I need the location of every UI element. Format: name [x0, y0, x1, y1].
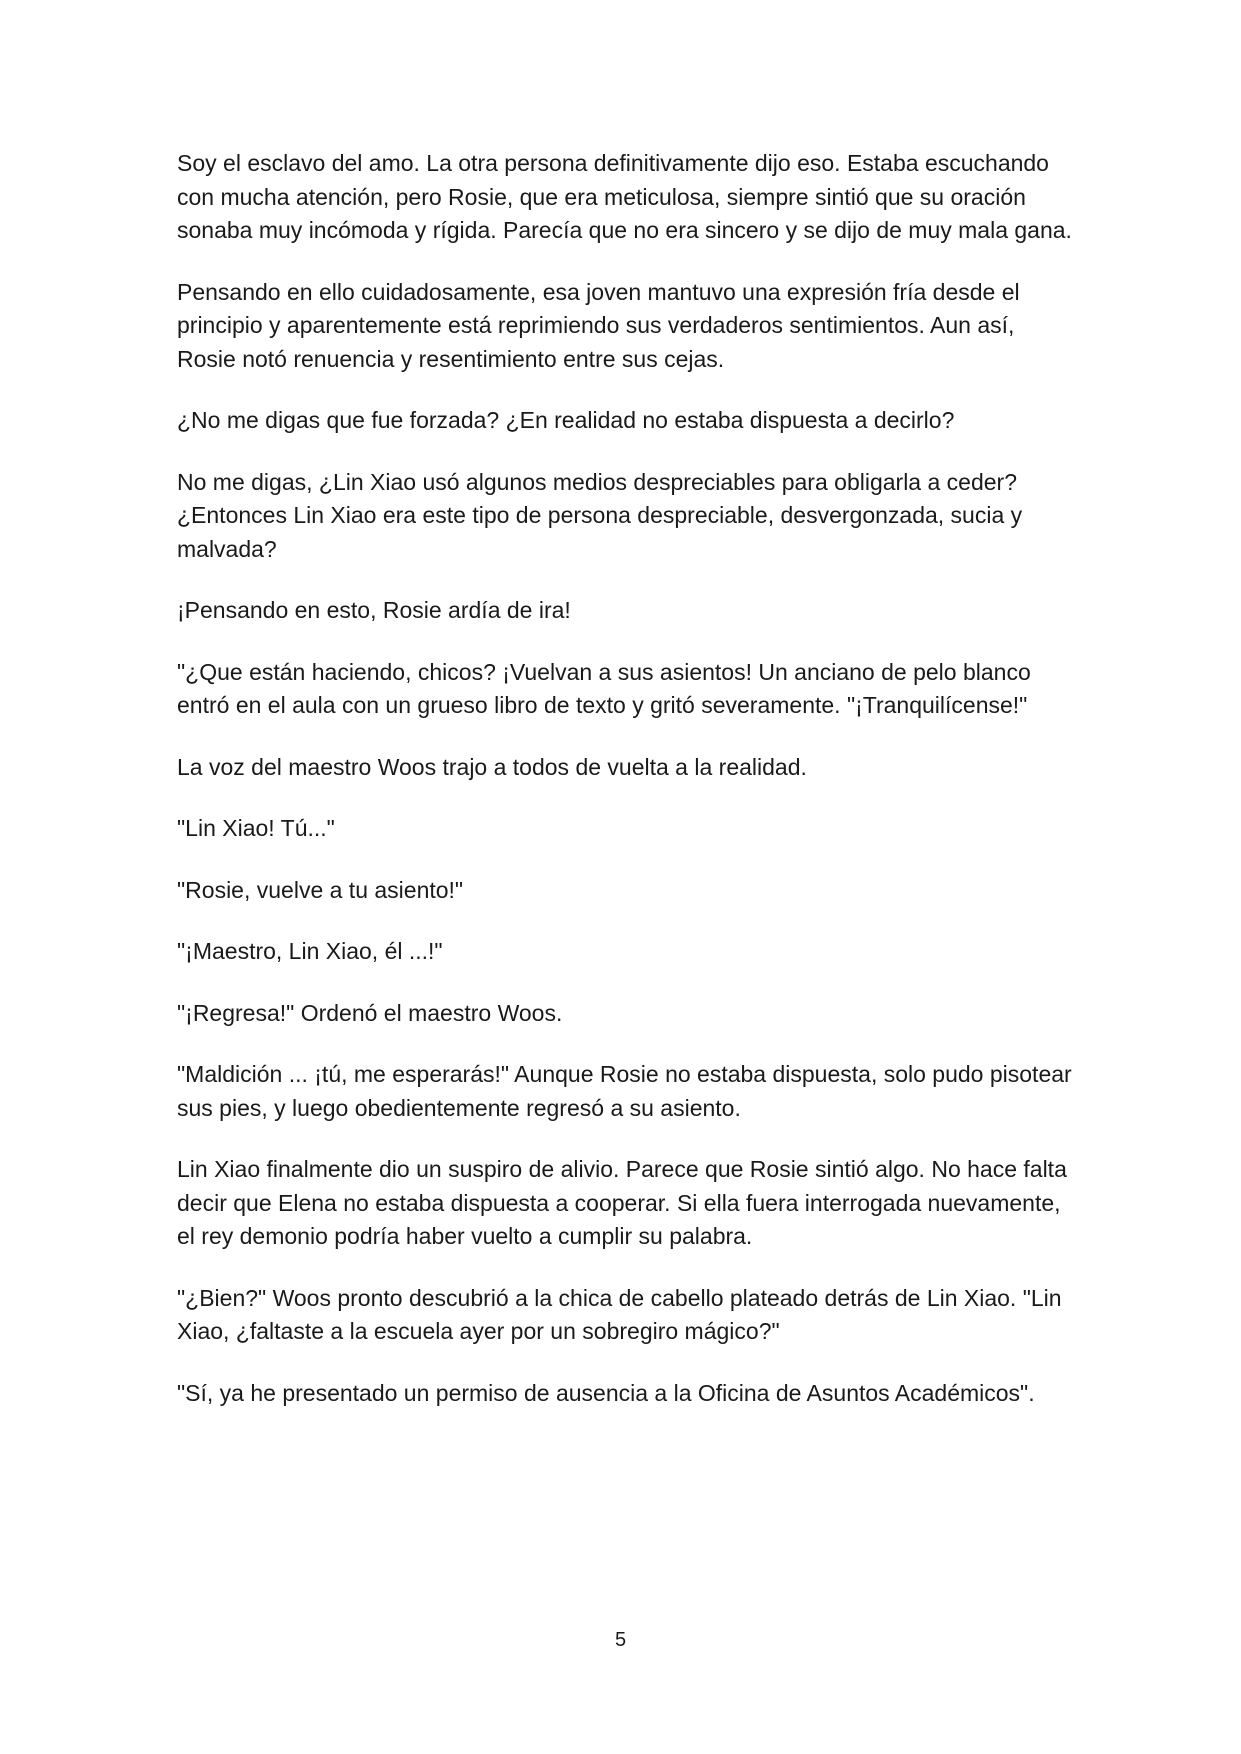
paragraph: La voz del maestro Woos trajo a todos de vuelta a la realidad.	[177, 753, 807, 780]
paragraph: "Rosie, vuelve a tu asiento!"	[177, 876, 464, 903]
page-number: 5	[614, 1629, 627, 1651]
paragraph: ¿No me digas que fue forzada? ¿En realidad no estaba dispuesta a decirlo?	[177, 407, 955, 433]
body-text	[177, 147, 1077, 1438]
paragraph: Soy el esclavo del amo. La otra persona definitivamente dijo eso. Estaba escuchando con mucha atención, pero Rosie, que era meticulosa, siempre sintió que su oración sonaba muy incómoda y rígida. Parecía que no era sincero y se dijo de muy mala gana.	[177, 150, 1072, 243]
paragraph: "¡Maestro, Lin Xiao, él ...!"	[177, 938, 443, 964]
paragraph: ¡Pensando en esto, Rosie ardía de ira!	[177, 597, 571, 623]
paragraph: Lin Xiao finalmente dio un suspiro de alivio. Parece que Rosie sintió algo. No hace falta decir que Elena no estaba dispuesta a cooperar. Si ella fuera interrogada nuevamente, el rey demonio podría haber vuelto a cumplir su palabra.	[177, 1156, 1067, 1249]
paragraph: "Sí, ya he presentado un permiso de ausencia a la Oficina de Asuntos Académicos".	[177, 1379, 1035, 1406]
paragraph: "Lin Xiao! Tú..."	[177, 815, 335, 841]
paragraph: No me digas, ¿Lin Xiao usó algunos medios despreciables para obligarla a ceder? ¿Entonces Lin Xiao era este tipo de persona despreciable, desvergonzada, sucia y malvada?	[177, 468, 1023, 562]
paragraph: Pensando en ello cuidadosamente, esa joven mantuvo una expresión fría desde el principio y aparentemente está reprimiendo sus verdaderos sentimientos. Aun así, Rosie notó renuencia y resentimiento entre sus cejas.	[177, 278, 1020, 372]
paragraph: "¡Regresa!" Ordenó el maestro Woos.	[177, 999, 563, 1026]
paragraph: "¿Que están haciendo, chicos? ¡Vuelvan a sus asientos! Un anciano de pelo blanco entró en el aula con un grueso libro de texto y gritó severamente. "¡Tranquilícense!"	[177, 658, 1031, 718]
paragraph: "Maldición ... ¡tú, me esperarás!" Aunque Rosie no estaba dispuesta, solo pudo pisotear sus pies, y luego obedientemente regresó a su asiento.	[177, 1061, 1072, 1121]
paragraph: "¿Bien?" Woos pronto descubrió a la chica de cabello plateado detrás de Lin Xiao. "Lin Xiao, ¿faltaste a la escuela ayer por un sobregiro mágico?"	[177, 1284, 1062, 1344]
